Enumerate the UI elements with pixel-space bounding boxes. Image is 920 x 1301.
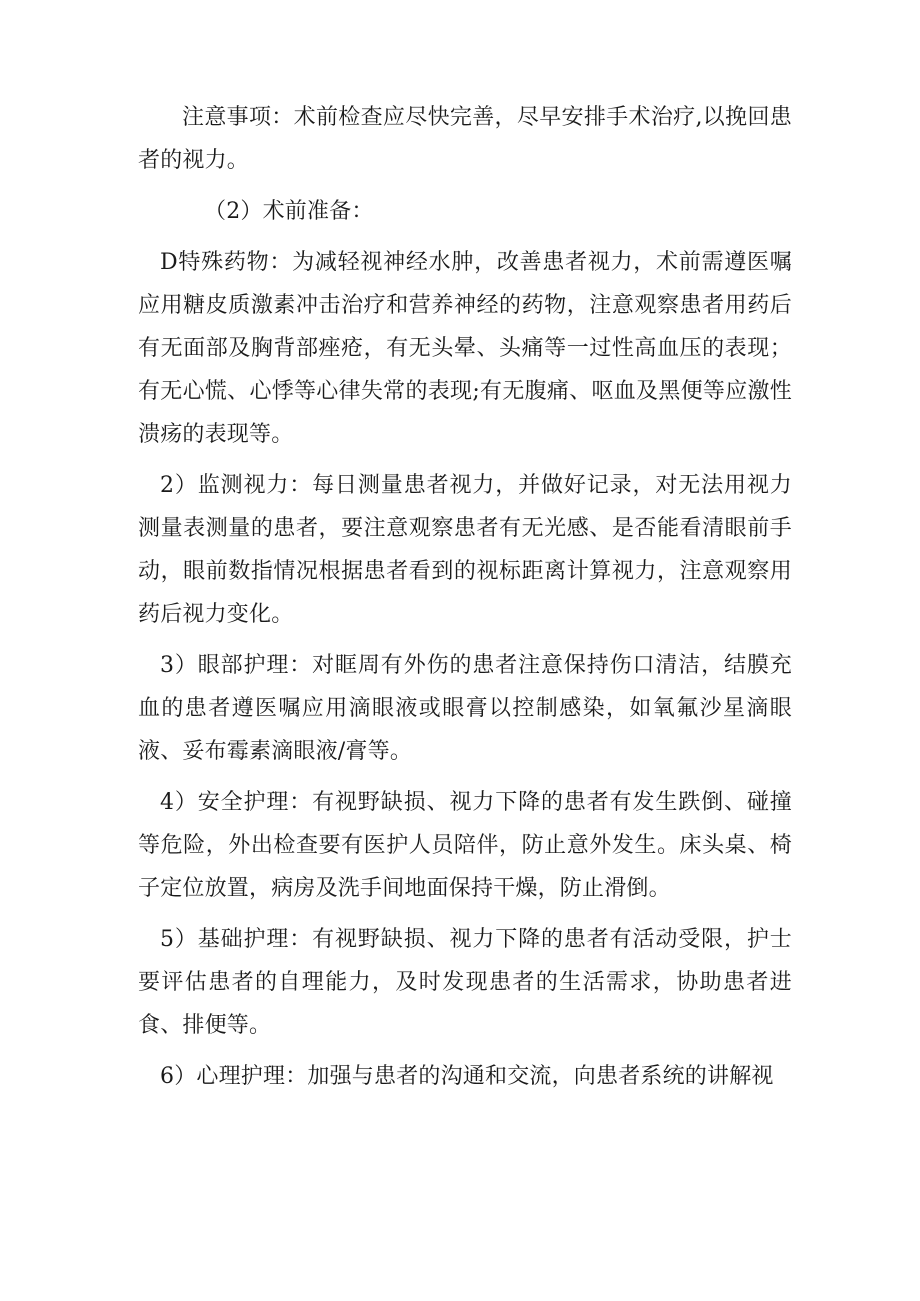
document-body: [138, 96, 792, 1106]
paragraph-psychological-care: 6）心理护理：加强与患者的沟通和交流，向患者系统的讲解视: [160, 1064, 774, 1089]
paragraph-eye-care: 3）眼部护理：对眶周有外伤的患者注意保持伤口清洁，结膜充血的患者遵医嘱应用滴眼液或眼膏以控制感染，如氧氟沙星滴眼液、妥布霉素滴眼液/膏等。: [138, 653, 792, 764]
paragraph-special-drugs: D特殊药物：为减轻视神经水肿，改善患者视力，术前需遵医嘱应用糖皮质激素冲击治疗和营养神经的药物，注意观察患者用药后有无面部及胸背部痤疮，有无头晕、头痛等一过性高血压的表现；有无心慌、心悸等心律失常的表现;有无腹痛、呕血及黑便等应激性溃疡的表现等。: [138, 250, 792, 447]
paragraph-basic-care: 5）基础护理：有视野缺损、视力下降的患者有活动受限，护士要评估患者的自理能力，及时发现患者的生活需求，协助患者进食、排便等。: [138, 927, 792, 1038]
paragraph-precautions: 注意事项：术前检查应尽快完善，尽早安排手术治疗,以挽回患者的视力。: [138, 105, 792, 173]
section-heading-preop-prep: （2）术前准备：: [204, 199, 374, 224]
paragraph-safety-care: 4）安全护理：有视野缺损、视力下降的患者有发生跌倒、碰撞等危险，外出检查要有医护人员陪伴，防止意外发生。床头桌、椅子定位放置，病房及洗手间地面保持干燥，防止滑倒。: [138, 790, 792, 901]
paragraph-monitor-vision: 2）监测视力：每日测量患者视力，并做好记录，对无法用视力测量表测量的患者，要注意观察患者有无光感、是否能看清眼前手动，眼前数指情况根据患者看到的视标距离计算视力，注意观察用药后视力变化。: [138, 473, 792, 627]
